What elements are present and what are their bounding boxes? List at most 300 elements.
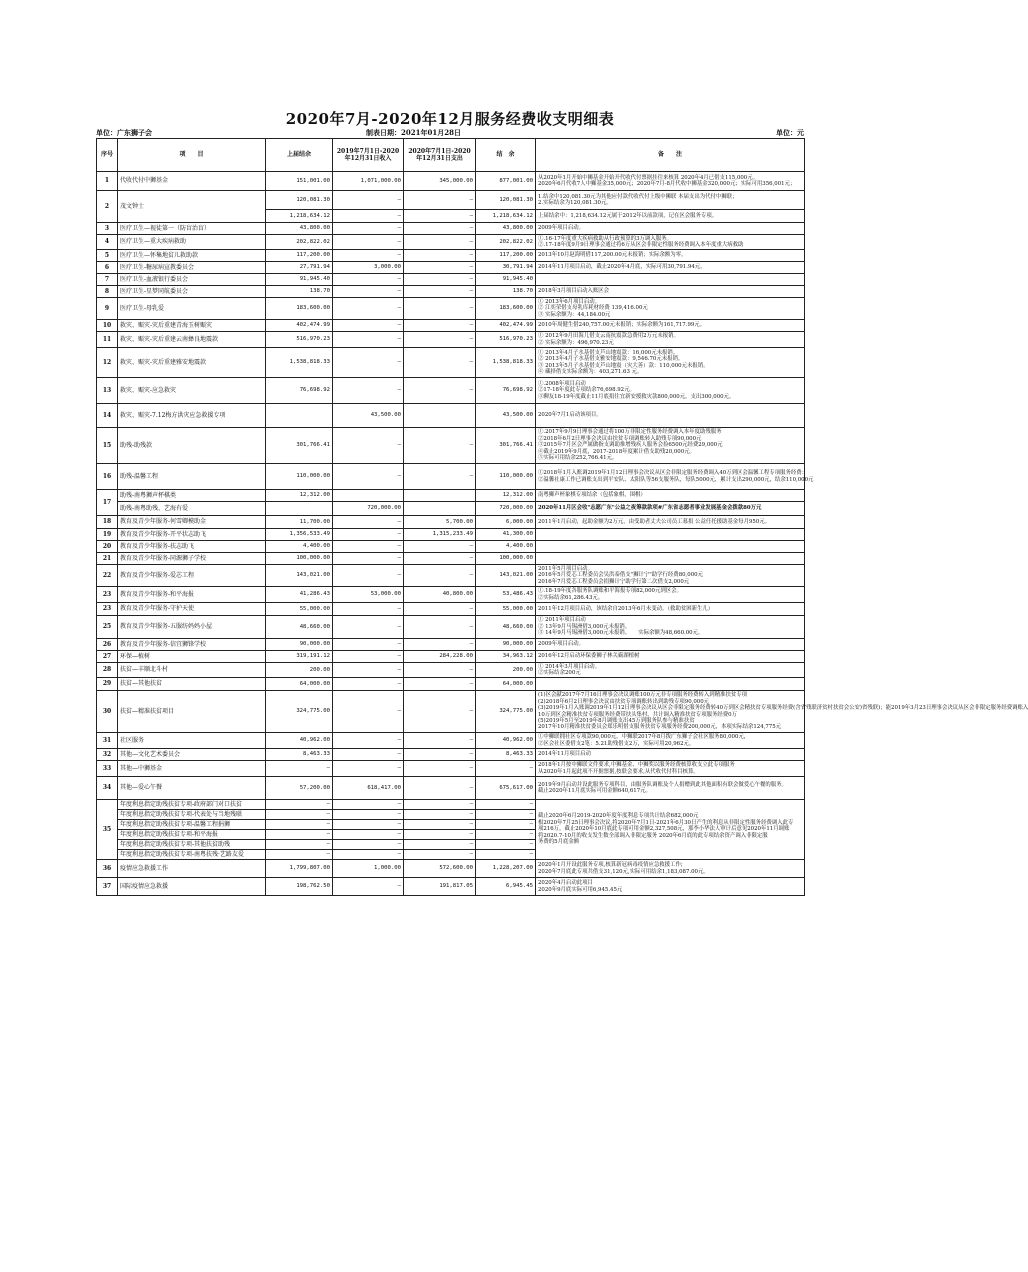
remarks-cell [536,210,805,223]
remarks-line: 10万到区会精准扶贫专项服务经费带扶头集村，共计调入精准扶贫专项服务经费0万 [538,711,737,718]
prev-balance: 40,962.00 [266,733,333,749]
expense: – [404,840,476,850]
prev-balance: 143,021.00 [266,565,333,587]
remarks-cell [536,172,805,191]
balance: 324,775.00 [476,691,536,733]
expense: – [404,541,476,553]
expense: – [404,830,476,840]
table-row [97,603,805,616]
remarks-cell [536,490,805,502]
table-row [97,332,805,348]
item-name: 国际疫情应急救援 [118,878,266,896]
income: – [333,678,404,691]
item-name: 教育及青少年服务-和平海报 [118,587,266,603]
remarks-line: 务费的5月底金额 [538,839,580,846]
remarks-cell [536,516,805,529]
table-row [97,639,805,651]
balance: 64,000.00 [476,678,536,691]
remarks-cell [536,286,805,298]
remarks-line: ③2015年7月区会严属做指支调助推增残疾人服务会捡6500元经费29,000元 [538,442,723,449]
income: – [333,830,404,840]
item-name: 救灾、赈灾-7.12梅方洪灾应急救援专项 [118,404,266,428]
balance: 6,000.00 [476,516,536,529]
balance: – [476,830,536,840]
remarks-cell [536,428,805,464]
row-number: 34 [97,777,118,800]
currency-unit: 单位：元 [776,128,804,137]
prev-balance: 76,698.92 [266,378,333,404]
expense [404,502,476,516]
remarks-line: ① 2014年3月项目启动。 [538,663,600,670]
expense: – [404,235,476,250]
remarks-cell [536,274,805,286]
remarks-line: 2016年12月启动环保委狮子林关霸湖植树 [538,653,640,660]
prev-balance: – [266,761,333,777]
income: – [333,348,404,378]
remarks-line: 截止2020年11月底实际可用金额640,617元。 [538,788,651,794]
income: 618,417.00 [333,777,404,800]
remarks-cell [536,651,805,663]
row-number: 2 [97,191,118,223]
row-number: 15 [97,428,118,464]
row-number: 6 [97,262,118,274]
income: – [333,529,404,541]
balance: 143,021.00 [476,565,536,587]
prev-balance: – [266,840,333,850]
expense: 284,228.00 [404,651,476,663]
remarks-cell [536,378,805,404]
expense: 572,600.00 [404,860,476,878]
expense: – [404,678,476,691]
remarks-line: ① 2013年6月项目启动。 [538,298,600,305]
item-name: 医疗卫生-糖尿病宣教委员会 [118,262,266,274]
remarks-line: 2017年10月精准扶贫委员会郑乐明借支服务扶贫专项服务经费200,000元，本项实际结余124,775元 [538,724,782,731]
balance: 12,312.00 [476,490,536,502]
prev-balance: 4,400.00 [266,541,333,553]
row-number: 28 [97,663,118,678]
income: 720,000.00 [333,502,404,516]
remarks-line: ②实际结余61,286.43元。 [538,594,604,601]
row-number: 10 [97,320,118,332]
expense: 1,315,233.49 [404,529,476,541]
remarks-line: ①2018年1月入账调2019年1月12日理事会决议从区会非限定服务经费调入40万到区会温馨工程专项服务经费： [538,470,808,477]
item-name: 扶贫—其他扶贫 [118,678,266,691]
table-row [97,464,805,490]
expense: – [404,800,476,810]
remarks-cell [536,565,805,587]
row-number: 9 [97,298,118,320]
balance: 100,000.00 [476,553,536,565]
income: 53,000.00 [333,587,404,603]
prev-balance: 138.70 [266,286,333,298]
row-number: 1 [97,172,118,191]
remarks-line: 2018年3月项目启动入账区会 [538,288,610,295]
remarks-line: ② 江奕荣借支母乳库耗材经费 139,416.00元 [538,305,648,312]
expense: – [404,378,476,404]
item-name: 医疗卫生—怀集地贫儿救助款 [118,250,266,262]
item-name: 扶贫—精准扶贫项目 [118,691,266,733]
row-number: 36 [97,860,118,878]
remarks-cell [536,404,805,428]
col-header-no: 序号 [97,139,118,172]
remarks-cell [536,603,805,616]
prev-balance: – [266,810,333,820]
row-number: 19 [97,529,118,541]
balance: 4,400.00 [476,541,536,553]
report-date: 制表日期：2021年01月28日 [366,128,461,137]
row-number: 35 [97,800,118,860]
table-row [97,286,805,298]
item-name: 年度利息指定助残扶贫专项-温馨工程捐狮 [118,820,266,830]
balance: 1,538,818.33 [476,348,536,378]
prev-balance: 41,286.43 [266,587,333,603]
expense: – [404,553,476,565]
prev-balance: 1,799,807.00 [266,860,333,878]
prev-balance: 100,000.00 [266,553,333,565]
balance: 1,218,634.12 [476,210,536,223]
balance: 53,486.43 [476,587,536,603]
balance: 402,474.99 [476,320,536,332]
balance: 6,945.45 [476,878,536,896]
balance: – [476,850,536,860]
remarks-line: (3)2019年1月入账调2019年1月12日理事会决议从区会非限定服务经费转40万到区会精扶贫专项服务经费(含省残联济贫村扶贫会公安)省残联)；能2019年3月23日理事会决议从区会非限定服务经费调账入 [538,705,1028,712]
balance: 43,800.00 [476,223,536,235]
remarks-cell [536,348,805,378]
expense: – [404,250,476,262]
balance: 675,617.00 [476,777,536,800]
balance: 43,500.00 [476,404,536,428]
table-row [97,298,805,320]
table-row [97,663,805,678]
table-row [97,191,805,210]
remarks-cell [536,262,805,274]
row-number: 21 [97,553,118,565]
remarks-line: ② 实际余额为：496,970.23元 [538,339,614,346]
row-number: 23 [97,603,118,616]
item-name: 助残-温馨工程 [118,464,266,490]
prev-balance: 43,800.00 [266,223,333,235]
table-row [97,516,805,529]
income: – [333,332,404,348]
income: – [333,378,404,404]
income: – [333,761,404,777]
row-number: 18 [97,516,118,529]
item-name: 教育及青少年服务-何雪卿模助金 [118,516,266,529]
table-row [97,378,805,404]
remarks-cell [536,587,805,603]
prev-balance: 402,474.99 [266,320,333,332]
income: – [333,820,404,830]
item-name: 其他—中狮基金 [118,761,266,777]
expense: – [404,320,476,332]
col-header-balance: 结 余 [476,139,536,172]
item-name: 年度利息指定助残扶贫专项-和平海报 [118,830,266,840]
remarks-cell [536,639,805,651]
remarks-line: ②.17-18年度9月9日理事会通过将6万从区会非限定性服务经费调入本年度重大病救助 [538,242,744,248]
item-name: 代收代付中狮基金 [118,172,266,191]
balance: 183,600.00 [476,298,536,320]
balance: 720,000.00 [476,502,536,516]
balance: 91,945.40 [476,274,536,286]
expense: – [404,348,476,378]
remarks-line: 南粤狮声杯象棋专项结余（包括象棋，围棋） [538,492,646,499]
row-number: 30 [97,691,118,733]
income: – [333,663,404,678]
item-name: 医疗卫生-血液银行委员会 [118,274,266,286]
table-row [97,490,805,502]
row-number: 13 [97,378,118,404]
row-number: 23 [97,587,118,603]
prev-balance: 200.00 [266,663,333,678]
prev-balance [266,404,333,428]
expense: – [404,191,476,210]
col-header-item: 项 目 [118,139,266,172]
item-name: 年度利息指定助残扶贫专项-南粤扶残·艺路友爱 [118,850,266,860]
item-name: 年度利息指定助残扶贫专项-代表处与当地残联 [118,810,266,820]
income: 43,500.00 [333,404,404,428]
remarks-cell [536,761,805,777]
prev-balance: 64,000.00 [266,678,333,691]
table-row [97,616,805,639]
remarks-line: 2020年7月1启动该项目。 [538,412,602,419]
expense [404,404,476,428]
balance: 117,200.00 [476,250,536,262]
remarks-cell [536,235,805,250]
remarks-line: ② 2013年4月子水基借支雅安地震款：9,546.70元未报销。 [538,356,684,363]
remarks-line: ③聊友18-19年度截止11月底捐往宜新安援救灾款800,000元，支出300,000元。 [538,393,735,400]
item-name: 其他—文化艺术委员会 [118,749,266,761]
balance: 41,300.00 [476,529,536,541]
balance: – [476,800,536,810]
income: – [333,565,404,587]
expense: – [404,262,476,274]
remarks-line: 2020年11月区会收"志愿广东"公益之夜筹款款项#广东省志愿者事业发展基金会拨款80万元 [538,505,762,512]
col-header-remarks: 备 注 [536,139,805,172]
item-name: 救灾、赈灾-灾后重建云南彝良地震款 [118,332,266,348]
item-name: 教育及青少年服务-五服纺妈妈小屋 [118,616,266,639]
income: 3,000.00 [333,262,404,274]
prev-balance: 183,600.00 [266,298,333,320]
remarks-line: 2014年11月项目启动，截止2020年4月底，实际可用30,791.94元。 [538,264,706,271]
item-name: 医疗卫生-母乳爱 [118,298,266,320]
expense [404,490,476,502]
prev-balance: 8,463.33 [266,749,333,761]
table-row [97,529,805,541]
table-row [97,428,805,464]
prev-balance: – [266,850,333,860]
income: – [333,691,404,733]
remarks-line: 2009年项目启动。 [538,641,585,648]
prev-balance: – [266,800,333,810]
balance: 90,000.00 [476,639,536,651]
balance: 1,228,207.00 [476,860,536,878]
item-name: 教育及青少年服务-扶志助飞 [118,541,266,553]
expense: – [404,298,476,320]
income: – [333,541,404,553]
remarks-line: (5)2019年5月至2019年8月调账支出45万到服务队参与精准扶贫 [538,717,695,724]
item-name: 扶贫—丰顺北斗村 [118,663,266,678]
remarks-cell [536,777,805,800]
income: – [333,250,404,262]
row-number: 17 [97,490,118,516]
prev-balance: 301,766.41 [266,428,333,464]
remarks-line: 上届结余中：1,218,634.12元属于2012年以前款项，记在区会服务专项。 [538,212,718,219]
balance: 301,766.41 [476,428,536,464]
col-header-prev-balance: 上届结余 [266,139,333,172]
balance: 55,000.00 [476,603,536,616]
remarks-line: ①.2008年项目启动 [538,380,586,387]
row-number: 22 [97,565,118,587]
balance: 30,791.94 [476,262,536,274]
prev-balance: 11,700.00 [266,516,333,529]
remarks-cell [536,691,1028,733]
prev-balance: 27,791.94 [266,262,333,274]
item-name: 茂文钟士 [118,191,266,223]
remarks-cell [536,749,805,761]
income: – [333,298,404,320]
remarks-line: ①中狮联拥社区专项款90,000元，中狮联2017年8月拨广东狮子会社区服务80,000元， [538,734,750,741]
expense: – [404,332,476,348]
prev-balance: 198,762.50 [266,878,333,896]
prev-balance: – [266,830,333,840]
row-number: 11 [97,332,118,348]
remarks-cell [536,800,805,860]
prev-balance: 91,945.40 [266,274,333,286]
remarks-line: 将2020.7-10月的收支发生数全部调入非限定服务 2020年6月底的此专项结余资产调入非限定服 [538,832,768,839]
remarks-cell [536,223,805,235]
balance: 138.70 [476,286,536,298]
balance: 202,822.02 [476,235,536,250]
balance: 110,000.00 [476,464,536,490]
item-name: 助残-助残款 [118,428,266,464]
table-row [97,651,805,663]
table-row [97,761,805,777]
expense-table [96,138,1028,896]
income: – [333,191,404,210]
balance: 40,962.00 [476,733,536,749]
table-row [97,320,805,332]
income: 1,071,000.00 [333,172,404,191]
expense: – [404,639,476,651]
expense: – [404,603,476,616]
remarks-line: ③ 14年9月马锡洲借3,000元未报销。 实际余额为48,660.00元。 [538,630,704,637]
income: – [333,616,404,639]
prev-balance: 324,775.00 [266,691,333,733]
remarks-line: 2014年11月项目启动 [538,751,591,758]
remarks-line: 2016年5月爱芯工程委员会吴洪泰借支"狮计宁"助学行经费80,000元 [538,572,703,579]
item-name: 教育及青少年服务-开平状志助飞 [118,529,266,541]
table-row [97,777,805,800]
income: – [333,235,404,250]
prev-balance: – [266,820,333,830]
expense: 345,000.00 [404,172,476,191]
remarks-line: 2020年9月底实际可用6,945.45元 [538,886,623,893]
remarks-line: 2016年7月爱芯工程委员会捐狮计宁助学行第二次借支2,000元 [538,578,690,585]
row-number: 33 [97,761,118,777]
remarks-line: 2020年7月底此专项共借支31,120元,实际可用结余1,183,087.00元。 [538,868,709,875]
table-row [97,172,805,191]
item-name: 助残-南粤助残、艺海有爱 [118,502,266,516]
income: – [333,286,404,298]
table-row [97,553,805,565]
remarks-cell [536,616,805,639]
prev-balance: 120,081.30 [266,191,333,210]
row-number: 7 [97,274,118,286]
expense: – [404,749,476,761]
balance: 120,081.30 [476,191,536,210]
remarks-cell [536,502,805,516]
balance: 516,970.23 [476,332,536,348]
expense: – [404,810,476,820]
remarks-cell [536,529,805,541]
income: 1,000.00 [333,860,404,878]
expense: – [404,733,476,749]
row-number: 16 [97,464,118,490]
prev-balance: 57,200.00 [266,777,333,800]
balance: – [476,840,536,850]
remarks-line: ④ 藏择借支实际余额为：403,271.63 元。 [538,368,643,375]
prev-balance: 55,000.00 [266,603,333,616]
item-name: 救灾、赈灾-应急救灾 [118,378,266,404]
row-number: 20 [97,541,118,553]
item-name: 其他—爱心午餐 [118,777,266,800]
row-number: 4 [97,235,118,250]
expense: – [404,428,476,464]
prev-balance: 319,191.12 [266,651,333,663]
income: – [333,810,404,820]
balance: 76,698.92 [476,378,536,404]
income: – [333,464,404,490]
prev-balance: 516,970.23 [266,332,333,348]
expense: – [404,820,476,830]
income: – [333,800,404,810]
expense: – [404,777,476,800]
expense: 191,817.05 [404,878,476,896]
row-number: 14 [97,404,118,428]
prev-balance: 90,000.00 [266,639,333,651]
row-number: 8 [97,286,118,298]
expense: – [404,616,476,639]
prev-balance: 202,822.02 [266,235,333,250]
remarks-cell [536,860,805,878]
income: – [333,274,404,286]
remarks-line: 2011年5月项目启动。 [538,565,593,572]
remarks-line: ① 2011年项目启动 [538,617,586,624]
remarks-cell [536,298,805,320]
expense: – [404,663,476,678]
balance: – [476,761,536,777]
expense: – [404,223,476,235]
table-row [97,404,805,428]
prev-balance: 1,538,818.33 [266,348,333,378]
balance: 877,001.00 [476,172,536,191]
remarks-line: ①.18-19年度各服务队调账和平海报专项82,000元到区会。 [538,588,682,595]
remarks-line: ①.2017年9月9日理事会通过将100万非限定性服务经费调入本年度助残服务 [538,429,722,436]
remarks-cell [536,191,805,210]
remarks-cell [536,663,805,678]
income: – [333,733,404,749]
remarks-cell [536,250,805,262]
income: – [333,210,404,223]
expense: 40,800.00 [404,587,476,603]
balance: 48,660.00 [476,616,536,639]
remarks-line: (1)区会献2017年7月16日理事会决议调账100万元非专项服务经费转入到精准扶贫专项 [538,692,748,699]
row-number: 27 [97,651,118,663]
expense: – [404,850,476,860]
remarks-line: (2)2018年6月2日理事会决议由扶贫专项调账转出到助残专项90,000元 [538,698,710,705]
expense: – [404,691,476,733]
prev-balance: 1,218,634.12 [266,210,333,223]
